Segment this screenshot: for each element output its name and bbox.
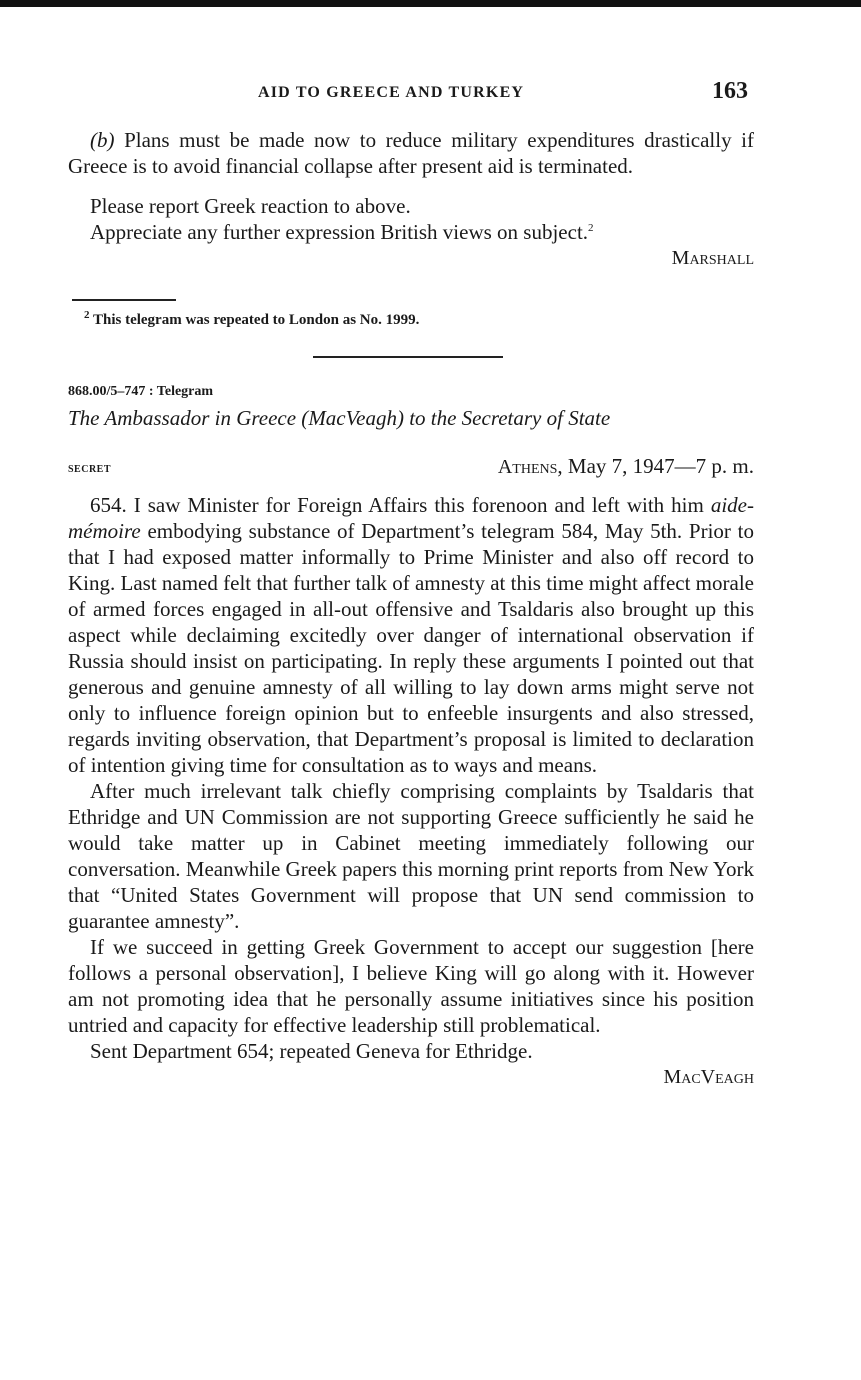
footnote-text: This telegram was repeated to London as No. 1999. [89,312,420,328]
heading-suffix: ) to the Secretary of State [396,406,611,430]
heading-name: MacVeagh [308,406,397,430]
dateline-place: Athens [497,456,558,478]
footnote [84,309,420,329]
footnote-rule [72,299,176,301]
paragraph-1-italic: aide-mémoire [68,493,754,543]
document-heading [68,406,754,431]
paragraph-1-start: 654. I saw Minister for Foreign Affairs this forenoon and left with him [90,493,711,517]
footnote-reference: 2 [588,222,594,234]
top-section [68,127,754,271]
appreciate-line [68,219,754,245]
paragraph-2: After much irrelevant talk chiefly comprising complaints by Tsaldaris that Ethridge and UN Commission are not supporting Greece sufficiently he said he would take matter up in Cabinet meeting immediately following our conversation. Meanwhile Greek papers this morning print reports from New York that “United States Government will propose that UN send commission to guarantee amnesty”. [68,779,754,933]
paragraph-b-text: Plans must be made now to reduce military expenditures drastically if Greece is to avoid financial collapse after present aid is terminated. [68,128,754,178]
paragraph-4: Sent Department 654; repeated Geneva for Ethridge. [90,1039,533,1063]
file-reference: 868.00/5–747 : Telegram [68,384,214,399]
paragraph-b [68,127,754,179]
running-title: AID TO GREECE AND TURKEY [258,84,525,101]
section-divider [313,356,503,358]
paragraph-3: If we succeed in getting Greek Government to accept our suggestion [here follows a personal observation], I believe King will go along with it. However am not promoting idea that he personally assume initiatives since his position untried and capacity for effective leadership still problematical. [68,935,754,1037]
signature-macveagh: MacVeagh [663,1066,754,1088]
footnote-mark: 2 [84,309,90,321]
page-top-border [0,0,861,7]
report-line: Please report Greek reaction to above. [90,194,411,218]
dateline [498,454,754,479]
paragraph-1-end: embodying substance of Department’s telegram 584, May 5th. Prior to that I had exposed matter informally to Prime Minister and also off record to King. Last named felt that further talk of amnesty at this time might affect morale of armed forces engaged in all-out offensive and Tsaldaris also brought up this aspect while declaiming excitedly over danger of international observation if Russia should insist on participating. In reply these arguments I pointed out that generous and genuine amnesty of all willing to lay down arms might serve not only to influence foreign opinion but to enfeeble insurgents and also stressed, regards inviting observation, that Department’s proposal is limited to declaration of intention giving time for consultation as to ways and means. [68,519,754,777]
telegram-body [68,492,754,1090]
classification-label: secret [68,461,112,476]
paragraph-b-label: (b) [90,128,115,152]
signature-marshall: Marshall [671,247,754,269]
appreciate-text: Appreciate any further expression British views on subject. [90,220,589,244]
page-number: 163 [712,78,748,104]
paragraph-1 [68,492,754,778]
heading-prefix: The Ambassador in Greece ( [68,406,309,430]
dateline-rest: , May 7, 1947—7 p. m. [557,454,754,478]
